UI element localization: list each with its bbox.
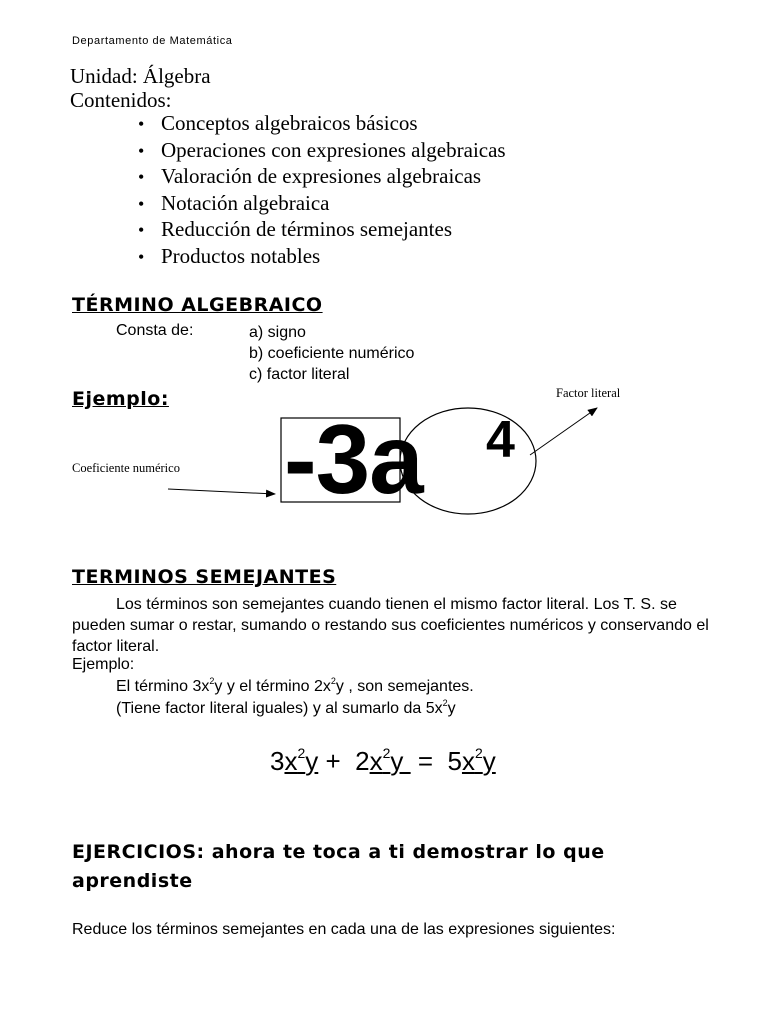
sum-equation: $3x^2y + 2x^2y = 5x^2y$ xyxy=(270,745,496,776)
list-item: • Valoración de expresiones algebraicas xyxy=(138,163,506,190)
list-item: • Productos notables xyxy=(138,243,506,270)
department-header: Departamento de Matemática xyxy=(72,35,233,47)
arrow-to-factor xyxy=(530,408,597,455)
unit-title: Unidad: Álgebra xyxy=(70,64,211,88)
exercises-heading: EJERCICIOS: ahora te toca a ti demostrar lo que aprendiste xyxy=(72,841,605,892)
coeficiente-label: Coeficiente numérico xyxy=(72,461,180,475)
list-item: a) signo xyxy=(249,324,306,341)
list-item: • Notación algebraica xyxy=(138,190,506,217)
bullet-icon: • xyxy=(138,114,145,134)
factor-literal-label: Factor literal xyxy=(556,386,621,400)
bullet-icon: • xyxy=(138,167,145,187)
list-item: b) coeficiente numérico xyxy=(249,345,415,362)
section-heading-semejantes: TERMINOS SEMEJANTES xyxy=(72,566,337,588)
list-item: • Conceptos algebraicos básicos xyxy=(138,110,506,137)
literal-text: a xyxy=(369,404,423,514)
coefficient-text: -3 xyxy=(284,404,370,514)
contents-label: Contenidos: xyxy=(70,88,172,112)
example-heading: Ejemplo: xyxy=(72,388,169,410)
bullet-icon: • xyxy=(138,140,145,161)
definition-paragraph: Los términos son semejantes cuando tienen el mismo factor literal. Los T. S. se pueden sumar o restar, sumando o restando sus coeficientes numéricos y conservando el factor literal. xyxy=(72,596,709,655)
bullet-icon: • xyxy=(138,220,145,240)
arrow-to-coefficient xyxy=(168,489,275,494)
example-line-2: (Tiene factor literal iguales) y al sumarlo da $5x^2y$ xyxy=(116,698,456,717)
section-heading-termino: TÉRMINO ALGEBRAICO xyxy=(72,294,323,316)
example-line-1: El término $3x^2y$ y el término $2x^2y$ , son semejantes. xyxy=(116,676,474,695)
example-term xyxy=(284,400,423,518)
list-item: c) factor literal xyxy=(249,366,350,383)
list-item: • Reducción de términos semejantes xyxy=(138,216,506,243)
example-label: Ejemplo: xyxy=(72,656,135,673)
consta-label: Consta de: xyxy=(116,322,194,339)
exercise-instruction: Reduce los términos semejantes en cada una de las expresiones siguientes: xyxy=(72,921,616,938)
bullet-icon: • xyxy=(138,246,145,267)
list-item: • Operaciones con expresiones algebraicas xyxy=(138,137,506,164)
bullet-icon: • xyxy=(138,193,145,214)
exponent-text: 4 xyxy=(486,411,515,469)
